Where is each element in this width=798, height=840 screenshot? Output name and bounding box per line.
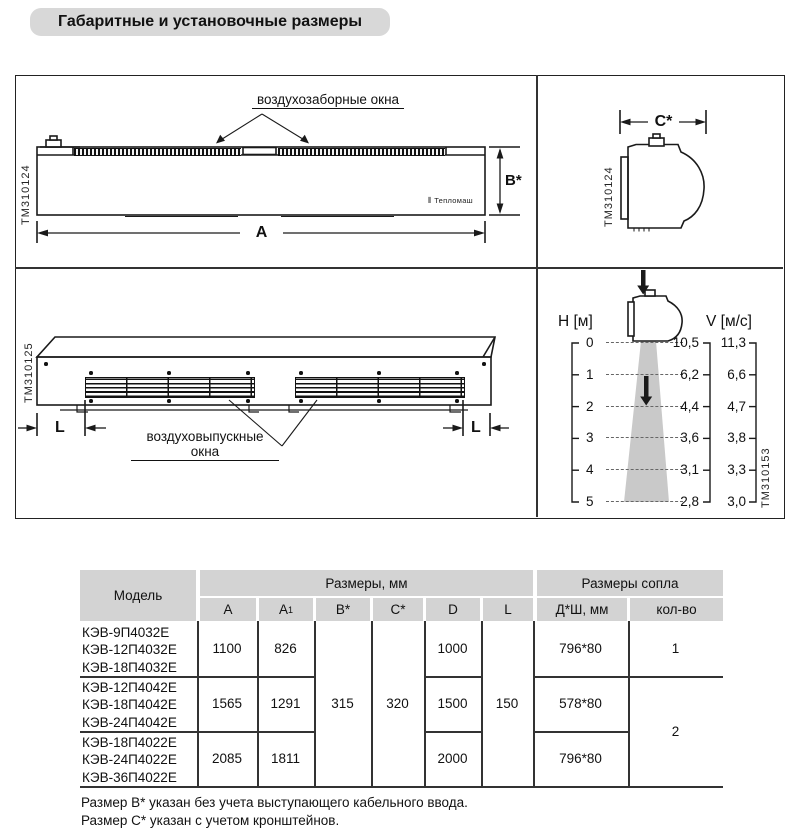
model-name: КЭВ-36П4022Е — [82, 769, 177, 785]
arrowhead-a-right — [474, 230, 485, 237]
model-name: КЭВ-18П4022Е — [82, 735, 177, 750]
v-axis-label: V [м/с] — [706, 313, 752, 330]
table-line — [80, 786, 723, 788]
v-outer-tick: 6,6 — [727, 366, 746, 382]
cell-a-1: 1100 — [212, 641, 242, 656]
outlet-windows-callout: воздуховыпускные окна — [131, 429, 279, 461]
screw-dot — [482, 362, 486, 366]
intake-windows-callout: воздухозаборные окна — [252, 92, 404, 109]
arrowhead-l1-outer — [27, 425, 38, 432]
airflow-cone — [624, 341, 669, 502]
arrowhead-callout-right — [300, 135, 309, 144]
cell-d-3: 2000 — [437, 751, 468, 766]
table-header-col-b: B* — [316, 598, 370, 621]
arrowhead-c-right — [696, 119, 707, 126]
model-name: КЭВ-24П4022Е — [82, 752, 177, 768]
h-tick: 4 — [586, 462, 594, 478]
model-name: КЭВ-18П4032Е — [82, 659, 177, 675]
front-view-outline — [37, 147, 485, 215]
table-header-col-l: L — [483, 598, 533, 621]
page-title: Габаритные и установочные размеры — [30, 8, 390, 36]
side-view-code: TM310124 — [603, 166, 615, 227]
v-outer-tick: 11,3 — [720, 335, 746, 350]
model-name: КЭВ-9П4032Е — [82, 625, 170, 640]
cell-b-shared: 315 — [331, 696, 354, 711]
table-header-col-d: D — [426, 598, 480, 621]
outlet-grille-right — [295, 377, 465, 398]
screw-dot — [167, 399, 171, 403]
model-name: КЭВ-12П4042Е — [82, 680, 177, 695]
h-tick: 1 — [586, 366, 594, 382]
arrowhead-l2-outer — [490, 425, 501, 432]
arrowhead-b-top — [497, 148, 504, 159]
v-inner-tick: 3,1 — [680, 462, 699, 478]
col-a1-sub: 1 — [288, 604, 294, 615]
model-name: КЭВ-24П4042Е — [82, 714, 177, 730]
col-a1-base: A — [278, 602, 288, 617]
v-outer-tick: 4,7 — [727, 398, 746, 414]
v-outer-tick: 3,8 — [727, 430, 746, 446]
arrowhead-a-left — [37, 230, 48, 237]
h-tick: 0 — [586, 335, 594, 350]
table-header-col-nozzle: Д*Ш, мм — [537, 598, 627, 621]
side-view-outline — [628, 145, 704, 229]
airflow-diagram-code: TM310153 — [760, 447, 772, 508]
table-header-dims-group: Размеры, мм — [200, 570, 533, 596]
model-group-1 — [82, 624, 195, 676]
brand-logo — [428, 196, 473, 206]
screw-dot — [89, 399, 93, 403]
cell-a1-2: 1291 — [270, 696, 301, 711]
screw-dot — [89, 371, 93, 375]
front-view-code: TM310124 — [20, 164, 32, 225]
table-header-col-a1 — [259, 598, 313, 621]
h-axis-label: H [м] — [558, 313, 593, 330]
table-header-col-a: A — [200, 598, 256, 621]
airflow-arrow-cone — [644, 376, 649, 397]
dim-label-l-right: L — [471, 419, 481, 436]
intake-grille-right — [278, 148, 445, 156]
v-outer-tick: 3,0 — [727, 494, 746, 509]
dim-label-b: B* — [505, 172, 522, 189]
screw-dot — [377, 399, 381, 403]
v-inner-tick: 10,5 — [672, 335, 699, 350]
cell-d-2: 1500 — [437, 696, 468, 711]
dim-label-l-left: L — [55, 419, 65, 436]
v-inner-tick: 4,4 — [680, 398, 699, 414]
cell-qty-2-3: 2 — [671, 723, 680, 739]
screw-dot — [377, 371, 381, 375]
bottom-view-top-face — [37, 337, 495, 357]
screw-dot — [299, 399, 303, 403]
cell-a-3: 2085 — [211, 751, 243, 766]
screw-dot — [455, 399, 459, 403]
cell-nozzle-2: 578*80 — [559, 696, 602, 711]
dim-label-c: C* — [654, 112, 673, 130]
screw-dot — [299, 371, 303, 375]
flame-icon: ⦀ — [428, 196, 432, 205]
table-header-model: Модель — [80, 570, 196, 621]
note-b: Размер B* указан без учета выступающего кабельного ввода. — [81, 795, 468, 810]
h-tick: 3 — [586, 430, 594, 446]
screw-dot — [167, 371, 171, 375]
arrowhead-c-left — [620, 119, 631, 126]
cell-qty-1: 1 — [671, 641, 680, 656]
cell-a1-3: 1811 — [270, 751, 301, 766]
table-header-col-c: C* — [373, 598, 423, 621]
bottom-view-code: TM310125 — [23, 342, 35, 403]
h-tick: 5 — [586, 494, 594, 509]
intake-grille-left — [74, 148, 241, 156]
arrowhead-l2-inner — [453, 425, 464, 432]
brand-logo-text: Тепломаш — [434, 196, 473, 205]
model-group-2 — [82, 679, 195, 731]
dim-label-a: A — [255, 224, 268, 241]
cell-a1-1: 826 — [274, 641, 297, 656]
cell-nozzle-1: 796*80 — [559, 641, 602, 656]
model-name: КЭВ-12П4032Е — [82, 642, 177, 658]
arrowhead-callout-left — [216, 135, 225, 144]
cell-l-shared: 150 — [495, 696, 519, 711]
model-group-3 — [82, 734, 195, 786]
arrowhead-b-bottom — [497, 204, 504, 215]
screw-dot — [246, 371, 250, 375]
v-outer-tick: 3,3 — [727, 462, 746, 478]
cell-nozzle-3: 796*80 — [559, 751, 602, 766]
v-inner-tick: 2,8 — [680, 494, 699, 509]
model-name: КЭВ-18П4042Е — [82, 697, 177, 713]
outlet-grille-left — [85, 377, 255, 398]
cell-d-1: 1000 — [437, 641, 468, 656]
screw-dot — [455, 371, 459, 375]
airflow-arrow-top — [641, 270, 646, 287]
table-header-col-qty: кол-во — [630, 598, 723, 621]
screw-dot — [246, 399, 250, 403]
screw-dot — [44, 362, 48, 366]
arrowhead-l1-inner — [85, 425, 96, 432]
v-inner-tick: 3,6 — [680, 430, 699, 446]
cell-c-shared: 320 — [386, 696, 409, 711]
v-inner-tick: 6,2 — [680, 366, 699, 382]
table-header-nozzle-group: Размеры сопла — [537, 570, 723, 596]
cell-a-2: 1565 — [211, 696, 243, 711]
h-tick: 2 — [586, 398, 594, 414]
note-c: Размер C* указан с учетом кронштейнов. — [81, 813, 340, 828]
